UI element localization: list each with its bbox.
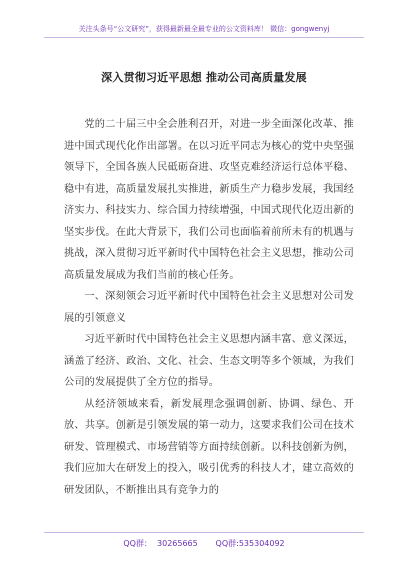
section-heading-1: 一、深刻领会习近平新时代中国特色社会主义思想对公司发展的引领意义 <box>64 291 354 324</box>
footer-qq-groups: QQ群： 30265665 QQ群:535304092 <box>123 539 285 548</box>
header-promo-text: 关注头条号“公文研究”，获得最新最全最专业的公文资料库！ 微信：gongwenyj <box>78 25 330 33</box>
document-title: 深入贯彻习近平思想 推动公司高质量发展 <box>101 71 307 84</box>
header-divider <box>44 37 364 38</box>
paragraph-economy: 从经济领域来看，新发展理念强调创新、协调、绿色、开放、共享。创新是引领发展的第一动力，这要求我们公司在技术研发、管理模式、市场营销等方面持续创新。以科技创新为例，我们应加大在研发上的投入，吸引优秀的科技人才，建立高效的研发团队，不断推出具有竞争力的 <box>64 398 354 496</box>
footer-divider <box>44 532 364 533</box>
paragraph-intro: 党的二十届三中全会胜利召开，对进一步全面深化改革、推进中国式现代化作出部署。在以习近平同志为核心的党中央坚强领导下，全国各族人民砥砺奋进、攻坚克难经济运行总体平稳、稳中有进，高质量发展扎实推进，新质生产力稳步发展，我国经济实力、科技实力、综合国力持续增强，中国式现代化迈出新的坚实步伐。在此大背景下，我们公司也面临着前所未有的机遇与挑战，深入贯彻习近平新时代中国特色社会主义思想，推动公司高质量发展成为我们当前的核心任务。 <box>64 119 354 281</box>
paragraph-guidance: 习近平新时代中国特色社会主义思想内涵丰富、意义深远，涵盖了经济、政治、文化、社会、生态文明等多个领域，为我们公司的发展提供了全方位的指导。 <box>64 334 354 388</box>
document-body <box>64 114 354 501</box>
page-footer <box>0 532 408 560</box>
page-header <box>0 0 408 58</box>
